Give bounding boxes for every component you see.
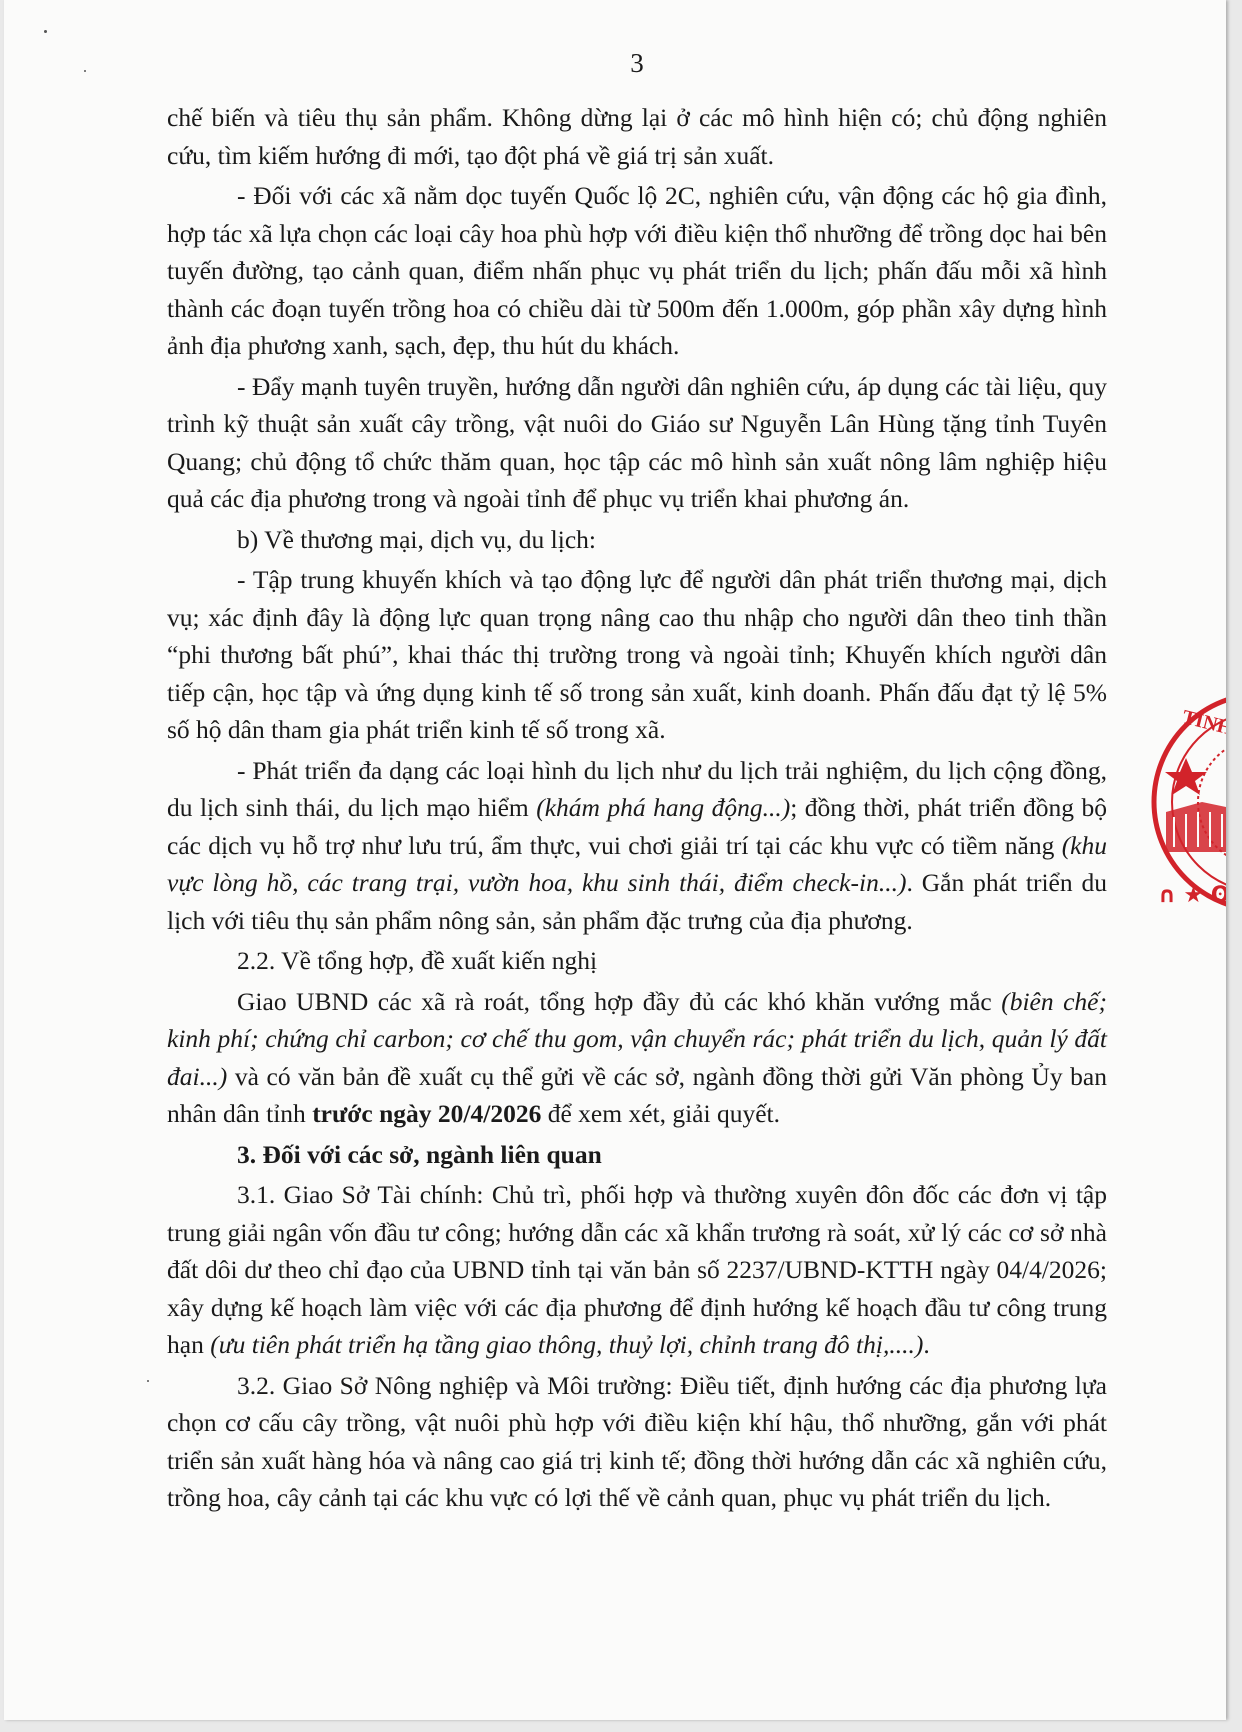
scan-speck — [44, 30, 47, 33]
text-run: . — [923, 1330, 930, 1359]
text-run: - Đẩy mạnh tuyên truyền, hướng dẫn người dân nghiên cứu, áp dụng các tài liệu, quy trình kỹ thuật sản xuất cây trồng, vật nuôi do Giáo sư Nguyễn Lân Hùng tặng tỉnh Tuyên Quang; chủ động tổ chức thăm quan, học tập các mô hình sản xuất nông lâm nghiệp hiệu quả các địa phương trong và ngoài tỉnh để phục vụ triển khai phương án. — [167, 371, 1107, 513]
paragraph — [167, 1367, 1107, 1517]
paragraph — [167, 1176, 1107, 1364]
paragraph — [167, 177, 1107, 365]
text-run: 2.2. Về tổng hợp, đề xuất kiến nghị — [237, 946, 598, 975]
italic-text: (biên chế; kinh phí; chứng chỉ carbon; cơ chế thu gom, vận chuyển rác; phát triển du lịch, quản lý đất đai...) — [167, 986, 1107, 1091]
paragraph — [167, 942, 1107, 980]
text-run: - Phát triển đa dạng các loại hình du lịch như du lịch trải nghiệm, du lịch cộng đồng, du lịch sinh thái, du lịch mạo hiểm — [167, 755, 1107, 822]
bold-text: trước ngày 20/4/2026 — [312, 1099, 542, 1128]
document-page — [4, 0, 1235, 1720]
text-run: ; đồng thời, phát triển đồng bộ các dịch vụ hỗ trợ như lưu trú, ẩm thực, vui chơi giải trí tại các khu vực có tiềm năng — [167, 793, 1108, 860]
section-heading — [167, 1136, 1107, 1174]
text-run: - Đối với các xã nằm dọc tuyến Quốc lộ 2C, nghiên cứu, vận động các hộ gia đình, hợp tác xã lựa chọn các loại cây hoa phù hợp với điều kiện thổ nhưỡng để trồng dọc hai bên tuyến đường, tạo cảnh quan, điểm nhấn phục vụ phát triển du lịch; phấn đấu mỗi xã hình thành các đoạn tuyến trồng hoa có chiều dài từ 500m đến 1.000m, góp phần xây dựng hình ảnh địa phương xanh, sạch, đẹp, thu hút du khách. — [167, 181, 1107, 360]
document-body — [167, 96, 1107, 1517]
scan-speck — [147, 1380, 149, 1382]
text-run: và có văn bản đề xuất cụ thể gửi về các sở, ngành đồng thời gửi Văn phòng Ủy ban nhân dân tỉnh — [167, 1061, 1107, 1128]
paragraph — [167, 368, 1107, 518]
paragraph — [167, 983, 1107, 1133]
text-run: - Tập trung khuyến khích và tạo động lực để người dân phát triển thương mại, dịch vụ; xác định đây là động lực quan trọng nâng cao thu nhập cho người dân theo tinh thần “phi thương bất phú”, khai thác thị trường trong và ngoài tỉnh; Khuyến khích người dân tiếp cận, học tập và ứng dụng kinh tế số trong sản xuất, kinh doanh. Phấn đấu đạt tỷ lệ 5% số hộ dân tham gia phát triển kinh tế số trong xã. — [167, 565, 1107, 744]
italic-text: (ưu tiên phát triển hạ tầng giao thông, thuỷ lợi, chỉnh trang đô thị,....) — [210, 1330, 924, 1359]
svg-text:∩ ★ ʘ: ∩ ★ ʘ — [1158, 883, 1230, 908]
bold-text: 3. Đối với các sở, ngành liên quan — [237, 1139, 602, 1169]
text-run: chế biến và tiêu thụ sản phẩm. Không dừng lại ở các mô hình hiện có; chủ động nghiên cứu, tìm kiếm hướng đi mới, tạo đột phá về giá trị sản xuất. — [167, 103, 1107, 170]
text-run: Giao UBND các xã rà roát, tổng hợp đầy đủ các khó khăn vướng mắc — [237, 986, 1002, 1016]
text-run: 3.1. Giao Sở Tài chính: Chủ trì, phối hợp và thường xuyên đôn đốc các đơn vị tập trung giải ngân vốn đầu tư công; hướng dẫn các xã khẩn trương rà soát, xử lý các cơ sở nhà đất dôi dư theo chỉ đạo của UBND tỉnh tại văn bản số 2237/UBND-KTTH ngày 04/4/2026; xây dựng kế hoạch làm việc với các địa phương để định hướng kế hoạch đầu tư công trung hạn — [167, 1180, 1107, 1359]
italic-text: (khám phá hang động...) — [536, 793, 791, 822]
paragraph — [167, 521, 1107, 559]
paragraph — [167, 561, 1107, 749]
text-run: . Gắn phát triển du lịch với tiêu thụ sản phẩm nông sản, sản phẩm đặc trưng của địa phương. — [167, 868, 1107, 935]
text-run: 3.2. Giao Sở Nông nghiệp và Môi trường: Điều tiết, định hướng các địa phương lựa chọn cơ cấu cây trồng, vật nuôi phù hợp với điều kiện khí hậu, thổ nhưỡng, gắn với phát triển sản xuất hàng hóa và nâng cao giá trị kinh tế; đồng thời hướng dẫn các xã nghiên cứu, trồng hoa, cây cảnh tại các khu vực có lợi thế về cảnh quan, phục vụ phát triển du lịch. — [167, 1370, 1107, 1512]
paragraph — [167, 99, 1107, 174]
italic-text: (khu vực lòng hồ, các trang trại, vườn hoa, khu sinh thái, điểm check-in...) — [167, 830, 1107, 897]
text-run: b) Về thương mại, dịch vụ, du lịch: — [237, 524, 596, 554]
red-seal-stamp — [1144, 692, 1235, 932]
paragraph — [167, 752, 1107, 940]
page-number: 3 — [630, 48, 644, 78]
svg-text:TỈNH: TỈNH — [1179, 706, 1235, 740]
text-run: để xem xét, giải quyết. — [541, 1099, 780, 1128]
